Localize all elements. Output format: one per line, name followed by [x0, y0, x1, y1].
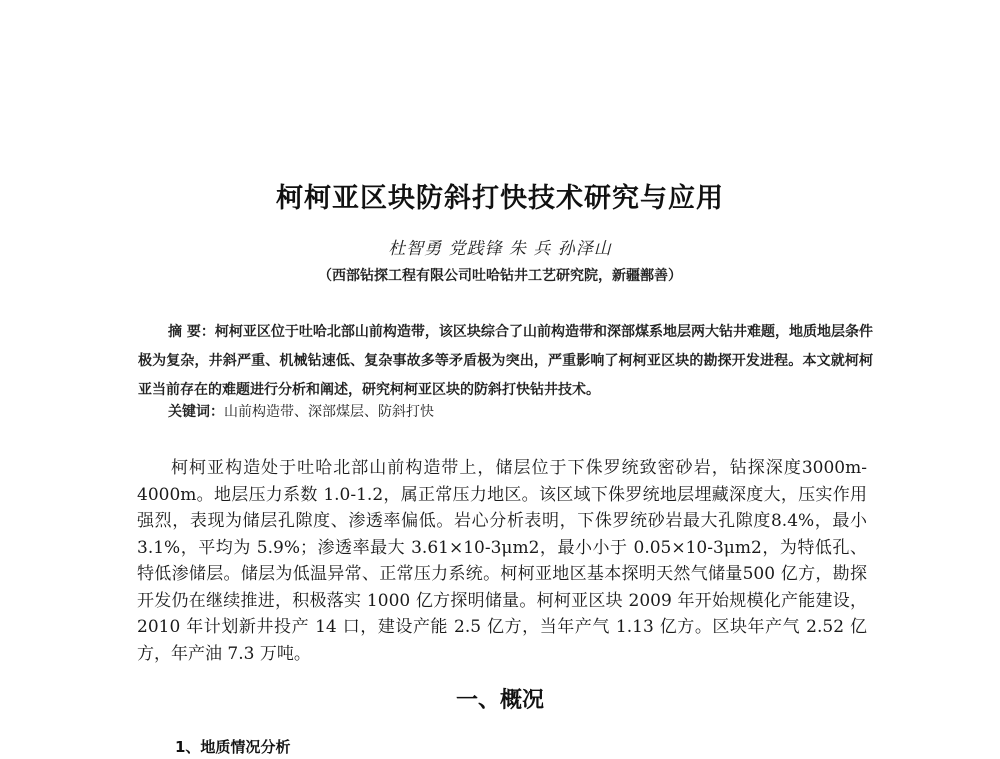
section-heading: 一、概况	[455, 688, 544, 713]
author-list: 杜智勇 党践锋 朱 兵 孙泽山	[388, 239, 612, 259]
keywords-text: 山前构造带、深部煤层、防斜打快	[224, 404, 434, 420]
keywords	[168, 400, 868, 424]
abstract-text: 柯柯亚区位于吐哈北部山前构造带，该区块综合了山前构造带和深部煤系地层两大钻井难题，地质地层条件极为复杂，井斜严重、机械钻速低、复杂事故多等矛盾极为突出，严重影响了柯柯亚区块的勘探开发进程。本文就柯柯亚当前存在的难题进行分析和阐述，研究柯柯亚区块的防斜打快钻井技术。	[138, 324, 874, 398]
paper-title: 柯柯亚区块防斜打快技术研究与应用	[276, 183, 724, 214]
abstract-label: 摘 要：	[168, 324, 215, 340]
keywords-label: 关键词：	[168, 404, 224, 420]
body-paragraph: 柯柯亚构造处于吐哈北部山前构造带上，储层位于下侏罗统致密砂岩，钻探深度3000m-4000m。地层压力系数 1.0-1.2，属正常压力地区。该区域下侏罗统地层埋藏深度大，压实作用强烈，表现为储层孔隙度、渗透率偏低。岩心分析表明，下侏罗统砂岩最大孔隙度8.4%，最小 3.1%，平均为 5.9%；渗透率最大 3.61×10-3μm2，最小小于 0.05×10-3μm2，为特低孔、特低渗储层。储层为低温异常、正常压力系统。柯柯亚地区基本探明天然气储量500 亿方，勘探开发仍在继续推进，积极落实 1000 亿方探明储量。柯柯亚区块 2009 年开始规模化产能建设，2010 年计划新井投产 14 口，建设产能 2.5 亿方，当年产气 1.13 亿方。区块年产气 2.52 亿方，年产油 7.3 万吨。	[137, 458, 867, 664]
author-affiliation: （西部钻探工程有限公司吐哈钻井工艺研究院，新疆鄯善）	[318, 268, 682, 284]
subsection-heading: 1、地质情况分析	[175, 738, 291, 756]
abstract	[138, 318, 873, 405]
